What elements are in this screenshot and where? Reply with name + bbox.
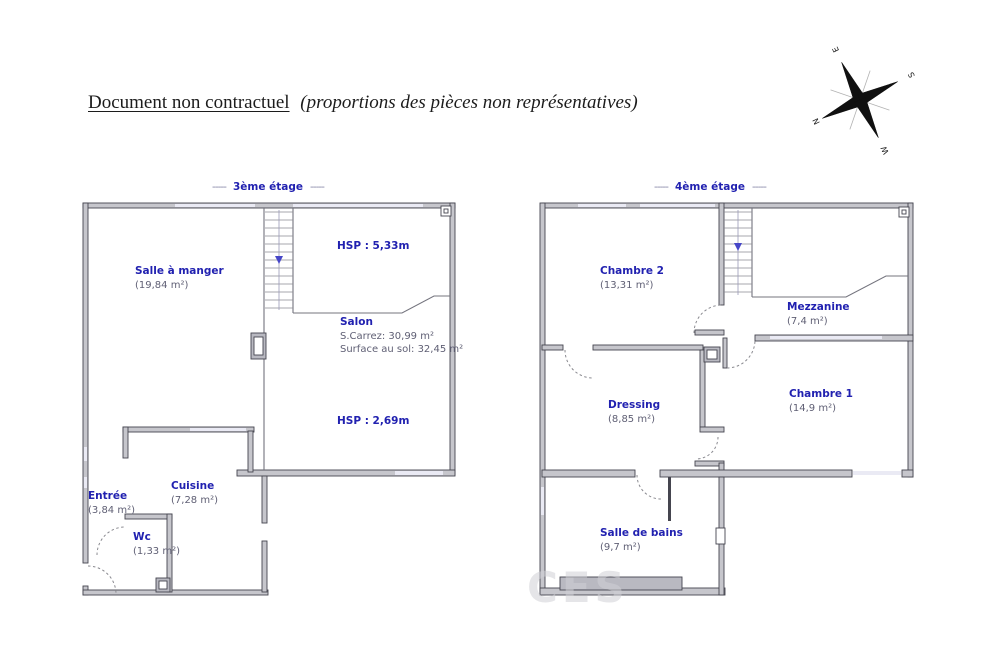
shower-partition [668,477,671,521]
door-arc-chambre2 [694,305,722,333]
stairs-floor4 [724,208,752,297]
floor3-label: 3ème étage [232,181,303,193]
wall-niche [716,528,725,544]
annotation-hsp-high: HSP : 5,33m [337,240,410,252]
door-arc-chambre1 [727,340,755,368]
window [84,447,87,461]
annotation-hsp-low: HSP : 2,69m [337,415,410,427]
room-label-salle-de-bains: Salle de bains (9,7 m²) [600,527,683,553]
header-dashes: ----- [654,181,668,193]
compass-rose-icon [787,20,942,177]
door-arc-salle-de-bains [637,475,661,499]
window [541,487,544,515]
room-label-chambre1: Chambre 1 (14,9 m²) [789,388,853,414]
watermark: CES [527,563,629,612]
window [293,204,423,207]
window [175,204,255,207]
room-label-mezzanine: Mezzanine (7,4 m²) [787,301,850,327]
floor3-header [168,181,368,193]
header-dashes: ----- [212,181,226,193]
stairs-floor3 [265,208,293,313]
room-label-dressing: Dressing (8,85 m²) [608,399,661,425]
title-main: Document non contractuel [88,92,290,113]
room-label-chambre2: Chambre 2 (13,31 m²) [600,265,664,291]
window [770,336,882,339]
compass-letter-w: W [879,144,891,156]
stairs-direction-arrow [734,243,742,251]
window [84,477,87,488]
title-note: (proportions des pièces non représentatives) [300,92,638,113]
room-label-entree: Entrée (3,84 m²) [88,490,135,516]
floor4-plan [527,203,913,612]
window [578,204,626,207]
salon-boundary-line [293,296,450,313]
compass-letter-s: S [906,70,917,80]
room-label-cuisine: Cuisine (7,28 m²) [171,480,218,506]
document-title [88,92,638,114]
door-arc-dressing [696,437,718,459]
door-arc-wc [97,527,125,555]
window [853,471,901,475]
compass-letter-n: N [811,116,822,126]
window [640,204,715,207]
room-label-salon: Salon S.Carrez: 30,99 m² Surface au sol: 32,45 m² [340,316,464,355]
mezzanine-boundary-line [752,276,908,297]
room-label-wc: Wc (1,33 m²) [133,531,180,557]
floor4-header [610,181,810,193]
header-dashes: ----- [752,181,766,193]
floor4-label: 4ème étage [674,181,745,193]
compass-letter-e: E [830,45,842,54]
room-label-salle-a-manger: Salle à manger (19,84 m²) [135,265,224,291]
door-arc-chambre2-dressing [565,350,593,378]
window [190,428,246,431]
header-dashes: ----- [310,181,324,193]
window [395,471,443,475]
